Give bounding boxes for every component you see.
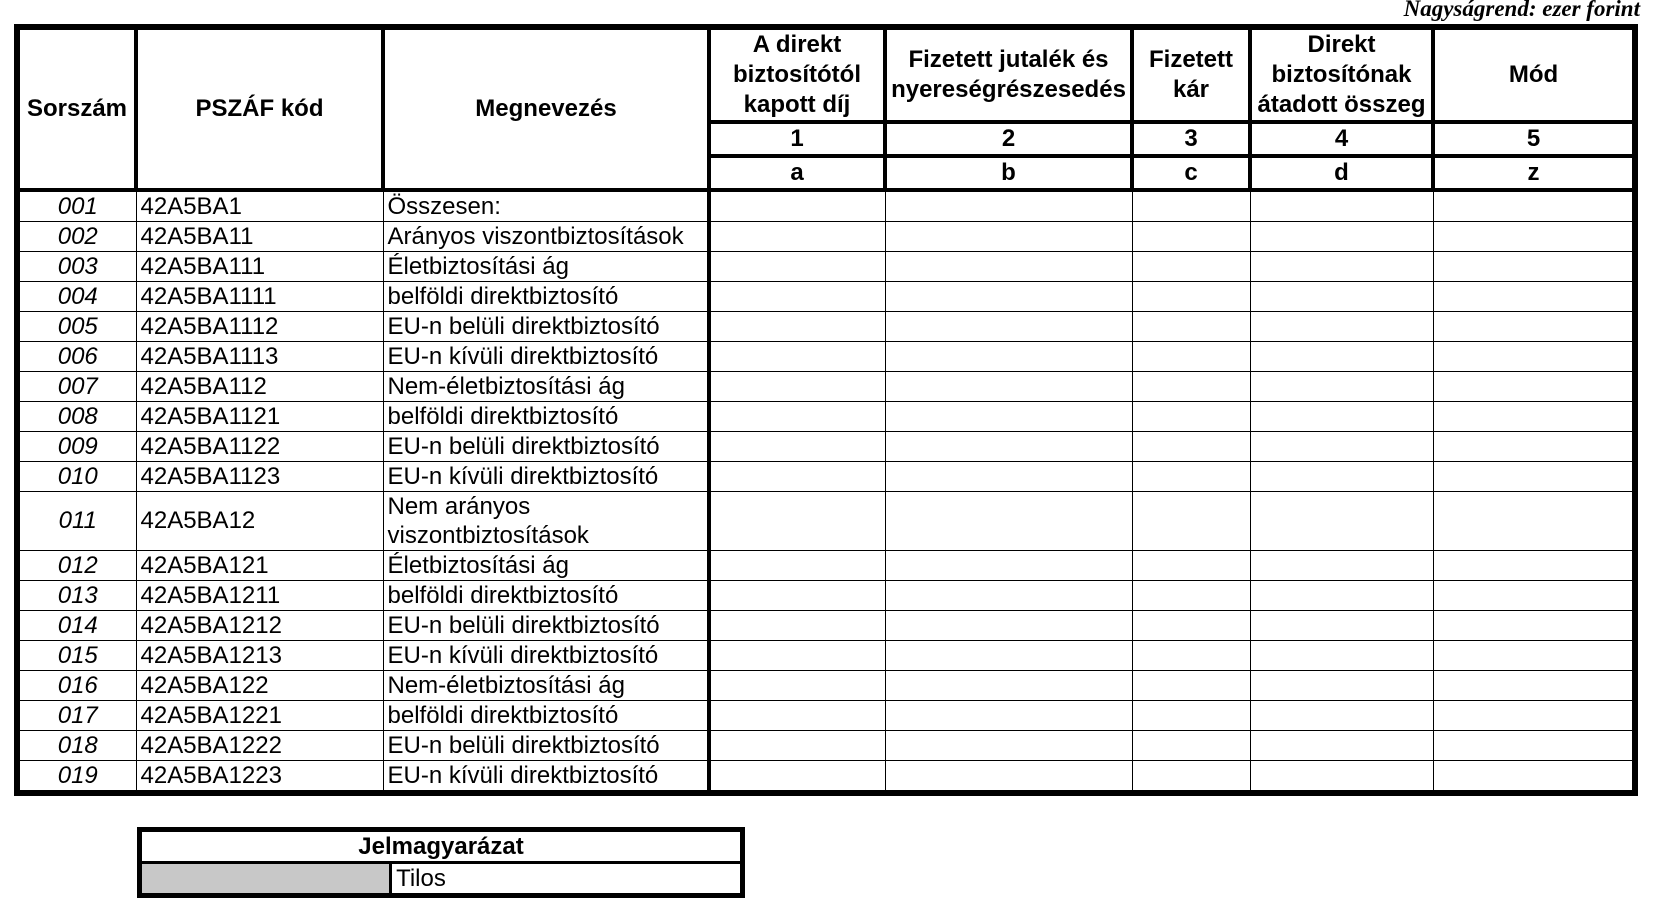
value-cell-b[interactable] xyxy=(885,252,1132,282)
value-cell-c[interactable] xyxy=(1132,312,1250,342)
row-name: Nem-életbiztosítási ág xyxy=(383,671,709,701)
value-cell-b[interactable] xyxy=(885,462,1132,492)
value-cell-c[interactable] xyxy=(1132,402,1250,432)
value-cell-z[interactable] xyxy=(1433,492,1635,551)
row-name: EU-n belüli direktbiztosító xyxy=(383,432,709,462)
row-name: Nem-életbiztosítási ág xyxy=(383,372,709,402)
value-cell-b[interactable] xyxy=(885,190,1132,222)
row-seq: 006 xyxy=(17,342,136,372)
value-cell-z[interactable] xyxy=(1433,701,1635,731)
value-cell-b[interactable] xyxy=(885,731,1132,761)
value-cell-b[interactable] xyxy=(885,282,1132,312)
header-col-1: A direkt biztosítótól kapott díj xyxy=(709,27,885,122)
row-code: 42A5BA1213 xyxy=(136,641,383,671)
unit-note: Nagyságrend: ezer forint xyxy=(1403,0,1640,21)
row-seq: 015 xyxy=(17,641,136,671)
row-seq: 018 xyxy=(17,731,136,761)
value-cell-c[interactable] xyxy=(1132,611,1250,641)
row-name: EU-n kívüli direktbiztosító xyxy=(383,462,709,492)
table-row xyxy=(17,701,1635,731)
value-cell-b[interactable] xyxy=(885,611,1132,641)
value-cell-c[interactable] xyxy=(1132,761,1250,794)
value-cell-z[interactable] xyxy=(1433,761,1635,794)
value-cell-z[interactable] xyxy=(1433,190,1635,222)
header-col-5: Mód xyxy=(1433,27,1635,122)
value-cell-c[interactable] xyxy=(1132,492,1250,551)
value-cell-c[interactable] xyxy=(1132,731,1250,761)
row-seq: 008 xyxy=(17,402,136,432)
row-code: 42A5BA1112 xyxy=(136,312,383,342)
row-code: 42A5BA112 xyxy=(136,372,383,402)
value-cell-b[interactable] xyxy=(885,671,1132,701)
value-cell-d[interactable] xyxy=(1250,551,1433,581)
header-code: PSZÁF kód xyxy=(136,27,383,190)
col-number: 4 xyxy=(1250,122,1433,156)
value-cell-d[interactable] xyxy=(1250,222,1433,252)
row-code: 42A5BA1113 xyxy=(136,342,383,372)
value-cell-z[interactable] xyxy=(1433,372,1635,402)
table-row xyxy=(17,190,1635,222)
row-seq: 017 xyxy=(17,701,136,731)
row-name: EU-n kívüli direktbiztosító xyxy=(383,342,709,372)
value-cell-a[interactable] xyxy=(709,312,885,342)
value-cell-a[interactable] xyxy=(709,190,885,222)
table-row xyxy=(17,611,1635,641)
value-cell-c[interactable] xyxy=(1132,462,1250,492)
col-number: 2 xyxy=(885,122,1132,156)
row-code: 42A5BA11 xyxy=(136,222,383,252)
row-seq: 005 xyxy=(17,312,136,342)
table-row xyxy=(17,312,1635,342)
value-cell-c[interactable] xyxy=(1132,581,1250,611)
value-cell-b[interactable] xyxy=(885,492,1132,551)
value-cell-a[interactable] xyxy=(709,641,885,671)
value-cell-z[interactable] xyxy=(1433,402,1635,432)
value-cell-z[interactable] xyxy=(1433,312,1635,342)
table-body xyxy=(17,190,1635,793)
table-row xyxy=(17,222,1635,252)
value-cell-d[interactable] xyxy=(1250,252,1433,282)
value-cell-b[interactable] xyxy=(885,432,1132,462)
value-cell-z[interactable] xyxy=(1433,551,1635,581)
table-row xyxy=(17,671,1635,701)
value-cell-z[interactable] xyxy=(1433,641,1635,671)
value-cell-b[interactable] xyxy=(885,222,1132,252)
value-cell-a[interactable] xyxy=(709,342,885,372)
row-code: 42A5BA121 xyxy=(136,551,383,581)
row-code: 42A5BA1 xyxy=(136,190,383,222)
row-name: EU-n kívüli direktbiztosító xyxy=(383,761,709,794)
row-code: 42A5BA111 xyxy=(136,252,383,282)
table-row xyxy=(17,462,1635,492)
value-cell-a[interactable] xyxy=(709,222,885,252)
row-code: 42A5BA1123 xyxy=(136,462,383,492)
row-seq: 007 xyxy=(17,372,136,402)
table-row xyxy=(17,372,1635,402)
value-cell-a[interactable] xyxy=(709,731,885,761)
row-code: 42A5BA1223 xyxy=(136,761,383,794)
value-cell-c[interactable] xyxy=(1132,342,1250,372)
header-seq: Sorszám xyxy=(17,27,136,190)
value-cell-b[interactable] xyxy=(885,372,1132,402)
col-letter: d xyxy=(1250,156,1433,190)
value-cell-d[interactable] xyxy=(1250,641,1433,671)
value-cell-a[interactable] xyxy=(709,581,885,611)
row-name: belföldi direktbiztosító xyxy=(383,402,709,432)
value-cell-d[interactable] xyxy=(1250,492,1433,551)
value-cell-a[interactable] xyxy=(709,551,885,581)
value-cell-a[interactable] xyxy=(709,761,885,794)
value-cell-d[interactable] xyxy=(1250,581,1433,611)
value-cell-z[interactable] xyxy=(1433,342,1635,372)
value-cell-c[interactable] xyxy=(1132,222,1250,252)
value-cell-a[interactable] xyxy=(709,701,885,731)
row-seq: 010 xyxy=(17,462,136,492)
table-row xyxy=(17,402,1635,432)
value-cell-z[interactable] xyxy=(1433,222,1635,252)
value-cell-b[interactable] xyxy=(885,312,1132,342)
value-cell-d[interactable] xyxy=(1250,282,1433,312)
row-seq: 001 xyxy=(17,190,136,222)
value-cell-c[interactable] xyxy=(1132,641,1250,671)
col-number: 5 xyxy=(1433,122,1635,156)
header-col-2: Fizetett jutalék és nyereségrészesedés xyxy=(885,27,1132,122)
header-col-4: Direkt biztosítónak átadott összeg xyxy=(1250,27,1433,122)
table-row xyxy=(17,492,1635,551)
value-cell-d[interactable] xyxy=(1250,731,1433,761)
value-cell-d[interactable] xyxy=(1250,342,1433,372)
row-seq: 013 xyxy=(17,581,136,611)
value-cell-b[interactable] xyxy=(885,551,1132,581)
row-name: EU-n belüli direktbiztosító xyxy=(383,312,709,342)
value-cell-d[interactable] xyxy=(1250,190,1433,222)
value-cell-z[interactable] xyxy=(1433,252,1635,282)
row-name: belföldi direktbiztosító xyxy=(383,581,709,611)
value-cell-d[interactable] xyxy=(1250,402,1433,432)
col-letter: b xyxy=(885,156,1132,190)
value-cell-z[interactable] xyxy=(1433,671,1635,701)
value-cell-d[interactable] xyxy=(1250,761,1433,794)
row-name: Életbiztosítási ág xyxy=(383,252,709,282)
row-code: 42A5BA122 xyxy=(136,671,383,701)
legend-title: Jelmagyarázat xyxy=(140,830,743,863)
row-name: belföldi direktbiztosító xyxy=(383,282,709,312)
row-seq: 012 xyxy=(17,551,136,581)
legend-label-forbidden: Tilos xyxy=(391,863,743,896)
value-cell-d[interactable] xyxy=(1250,671,1433,701)
value-cell-a[interactable] xyxy=(709,402,885,432)
value-cell-b[interactable] xyxy=(885,581,1132,611)
value-cell-a[interactable] xyxy=(709,462,885,492)
row-name: Arányos viszontbiztosítások xyxy=(383,222,709,252)
row-code: 42A5BA1111 xyxy=(136,282,383,312)
value-cell-a[interactable] xyxy=(709,671,885,701)
table-row xyxy=(17,731,1635,761)
value-cell-b[interactable] xyxy=(885,701,1132,731)
row-seq: 019 xyxy=(17,761,136,794)
value-cell-z[interactable] xyxy=(1433,581,1635,611)
table-row xyxy=(17,551,1635,581)
value-cell-d[interactable] xyxy=(1250,462,1433,492)
row-code: 42A5BA1211 xyxy=(136,581,383,611)
table-row xyxy=(17,641,1635,671)
value-cell-c[interactable] xyxy=(1132,671,1250,701)
col-number: 1 xyxy=(709,122,885,156)
legend-swatch-forbidden xyxy=(140,863,391,896)
legend xyxy=(137,827,745,898)
row-code: 42A5BA1121 xyxy=(136,402,383,432)
value-cell-c[interactable] xyxy=(1132,282,1250,312)
value-cell-a[interactable] xyxy=(709,611,885,641)
value-cell-a[interactable] xyxy=(709,282,885,312)
row-seq: 014 xyxy=(17,611,136,641)
col-letter: z xyxy=(1433,156,1635,190)
row-code: 42A5BA1212 xyxy=(136,611,383,641)
row-seq: 016 xyxy=(17,671,136,701)
row-code: 42A5BA1222 xyxy=(136,731,383,761)
header-name: Megnevezés xyxy=(383,27,709,190)
value-cell-c[interactable] xyxy=(1132,432,1250,462)
value-cell-z[interactable] xyxy=(1433,462,1635,492)
value-cell-b[interactable] xyxy=(885,641,1132,671)
row-seq: 002 xyxy=(17,222,136,252)
value-cell-d[interactable] xyxy=(1250,701,1433,731)
value-cell-d[interactable] xyxy=(1250,432,1433,462)
table-row xyxy=(17,761,1635,794)
table-row xyxy=(17,432,1635,462)
row-code: 42A5BA1221 xyxy=(136,701,383,731)
value-cell-a[interactable] xyxy=(709,252,885,282)
row-name: Összesen: xyxy=(383,190,709,222)
value-cell-z[interactable] xyxy=(1433,731,1635,761)
value-cell-c[interactable] xyxy=(1132,551,1250,581)
table-row xyxy=(17,581,1635,611)
value-cell-d[interactable] xyxy=(1250,312,1433,342)
table-row xyxy=(17,282,1635,312)
col-number: 3 xyxy=(1132,122,1250,156)
value-cell-b[interactable] xyxy=(885,342,1132,372)
value-cell-c[interactable] xyxy=(1132,190,1250,222)
value-cell-z[interactable] xyxy=(1433,432,1635,462)
row-seq: 003 xyxy=(17,252,136,282)
report-table xyxy=(14,24,1638,796)
value-cell-b[interactable] xyxy=(885,402,1132,432)
row-code: 42A5BA12 xyxy=(136,492,383,551)
row-name: Életbiztosítási ág xyxy=(383,551,709,581)
row-name: Nem arányos viszontbiztosítások xyxy=(383,492,709,551)
value-cell-c[interactable] xyxy=(1132,372,1250,402)
value-cell-c[interactable] xyxy=(1132,701,1250,731)
row-seq: 004 xyxy=(17,282,136,312)
value-cell-a[interactable] xyxy=(709,432,885,462)
value-cell-z[interactable] xyxy=(1433,611,1635,641)
table-row xyxy=(17,252,1635,282)
row-name: EU-n belüli direktbiztosító xyxy=(383,611,709,641)
table-row xyxy=(17,342,1635,372)
table-header xyxy=(17,27,1635,190)
row-seq: 009 xyxy=(17,432,136,462)
row-name: EU-n belüli direktbiztosító xyxy=(383,731,709,761)
value-cell-d[interactable] xyxy=(1250,372,1433,402)
value-cell-b[interactable] xyxy=(885,761,1132,794)
value-cell-a[interactable] xyxy=(709,372,885,402)
value-cell-a[interactable] xyxy=(709,492,885,551)
value-cell-d[interactable] xyxy=(1250,611,1433,641)
value-cell-z[interactable] xyxy=(1433,282,1635,312)
row-code: 42A5BA1122 xyxy=(136,432,383,462)
col-letter: c xyxy=(1132,156,1250,190)
row-name: belföldi direktbiztosító xyxy=(383,701,709,731)
row-name: EU-n kívüli direktbiztosító xyxy=(383,641,709,671)
col-letter: a xyxy=(709,156,885,190)
header-col-3: Fizetett kár xyxy=(1132,27,1250,122)
value-cell-c[interactable] xyxy=(1132,252,1250,282)
row-seq: 011 xyxy=(17,492,136,551)
